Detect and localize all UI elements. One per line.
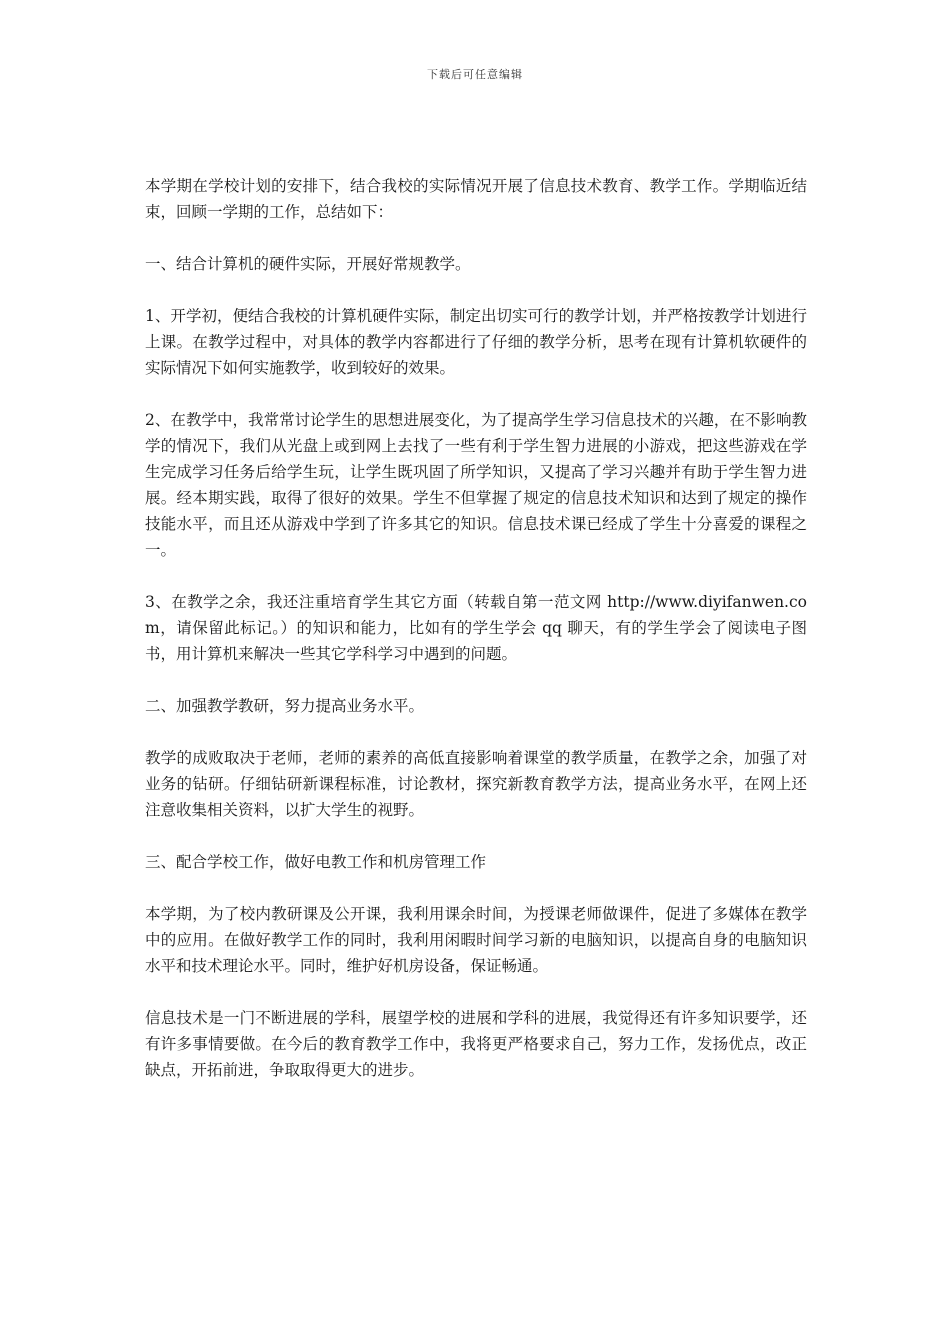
section-1-paragraph-3: 3、在教学之余，我还注重培育学生其它方面（转载自第一范文网 http://www.diyifanwen.com，请保留此标记。）的知识和能力，比如有的学生学会 qq 聊天，有的学生学会了阅读电子图书，用计算机来解决一些其它学科学习中遇到的问题。 xyxy=(145,593,807,663)
document-body xyxy=(145,173,807,1109)
section-1-paragraph-2: 2、在教学中，我常常讨论学生的思想进展变化，为了提高学生学习信息技术的兴趣，在不影响教学的情况下，我们从光盘上或到网上去找了一些有利于学生智力进展的小游戏，把这些游戏在学生完成学习任务后给学生玩，让学生既巩固了所学知识，又提高了学习兴趣并有助于学生智力进展。经本期实践，取得了很好的效果。学生不但掌握了规定的信息技术知识和达到了规定的操作技能水平，而且还从游戏中学到了许多其它的知识。信息技术课已经成了学生十分喜爱的课程之一。 xyxy=(145,411,807,559)
section-3-heading: 三、配合学校工作，做好电教工作和机房管理工作 xyxy=(145,853,487,871)
section-2-heading: 二、加强教学教研，努力提高业务水平。 xyxy=(145,697,425,715)
header-note: 下载后可任意编辑 xyxy=(427,68,523,81)
intro-paragraph: 本学期在学校计划的安排下，结合我校的实际情况开展了信息技术教育、教学工作。学期临近结束，回顾一学期的工作，总结如下： xyxy=(145,177,807,221)
conclusion-paragraph: 信息技术是一门不断进展的学科，展望学校的进展和学科的进展，我觉得还有许多知识要学，还有许多事情要做。在今后的教育教学工作中，我将更严格要求自己，努力工作，发扬优点，改正缺点，开拓前进，争取取得更大的进步。 xyxy=(145,1009,807,1079)
section-1-heading: 一、结合计算机的硬件实际，开展好常规教学。 xyxy=(145,255,471,273)
section-2-paragraph-1: 教学的成败取决于老师，老师的素养的高低直接影响着课堂的教学质量，在教学之余，加强了对业务的钻研。仔细钻研新课程标准，讨论教材，探究新教育教学方法，提高业务水平，在网上还注意收集相关资料，以扩大学生的视野。 xyxy=(145,749,807,819)
section-1-paragraph-1: 1、开学初，便结合我校的计算机硬件实际，制定出切实可行的教学计划，并严格按教学计划进行上课。在教学过程中，对具体的教学内容都进行了仔细的教学分析，思考在现有计算机软硬件的实际情况下如何实施教学，收到较好的效果。 xyxy=(145,307,807,377)
section-3-paragraph-1: 本学期，为了校内教研课及公开课，我利用课余时间，为授课老师做课件，促进了多媒体在教学中的应用。在做好教学工作的同时，我利用闲暇时间学习新的电脑知识，以提高自身的电脑知识水平和技术理论水平。同时，维护好机房设备，保证畅通。 xyxy=(145,905,807,975)
